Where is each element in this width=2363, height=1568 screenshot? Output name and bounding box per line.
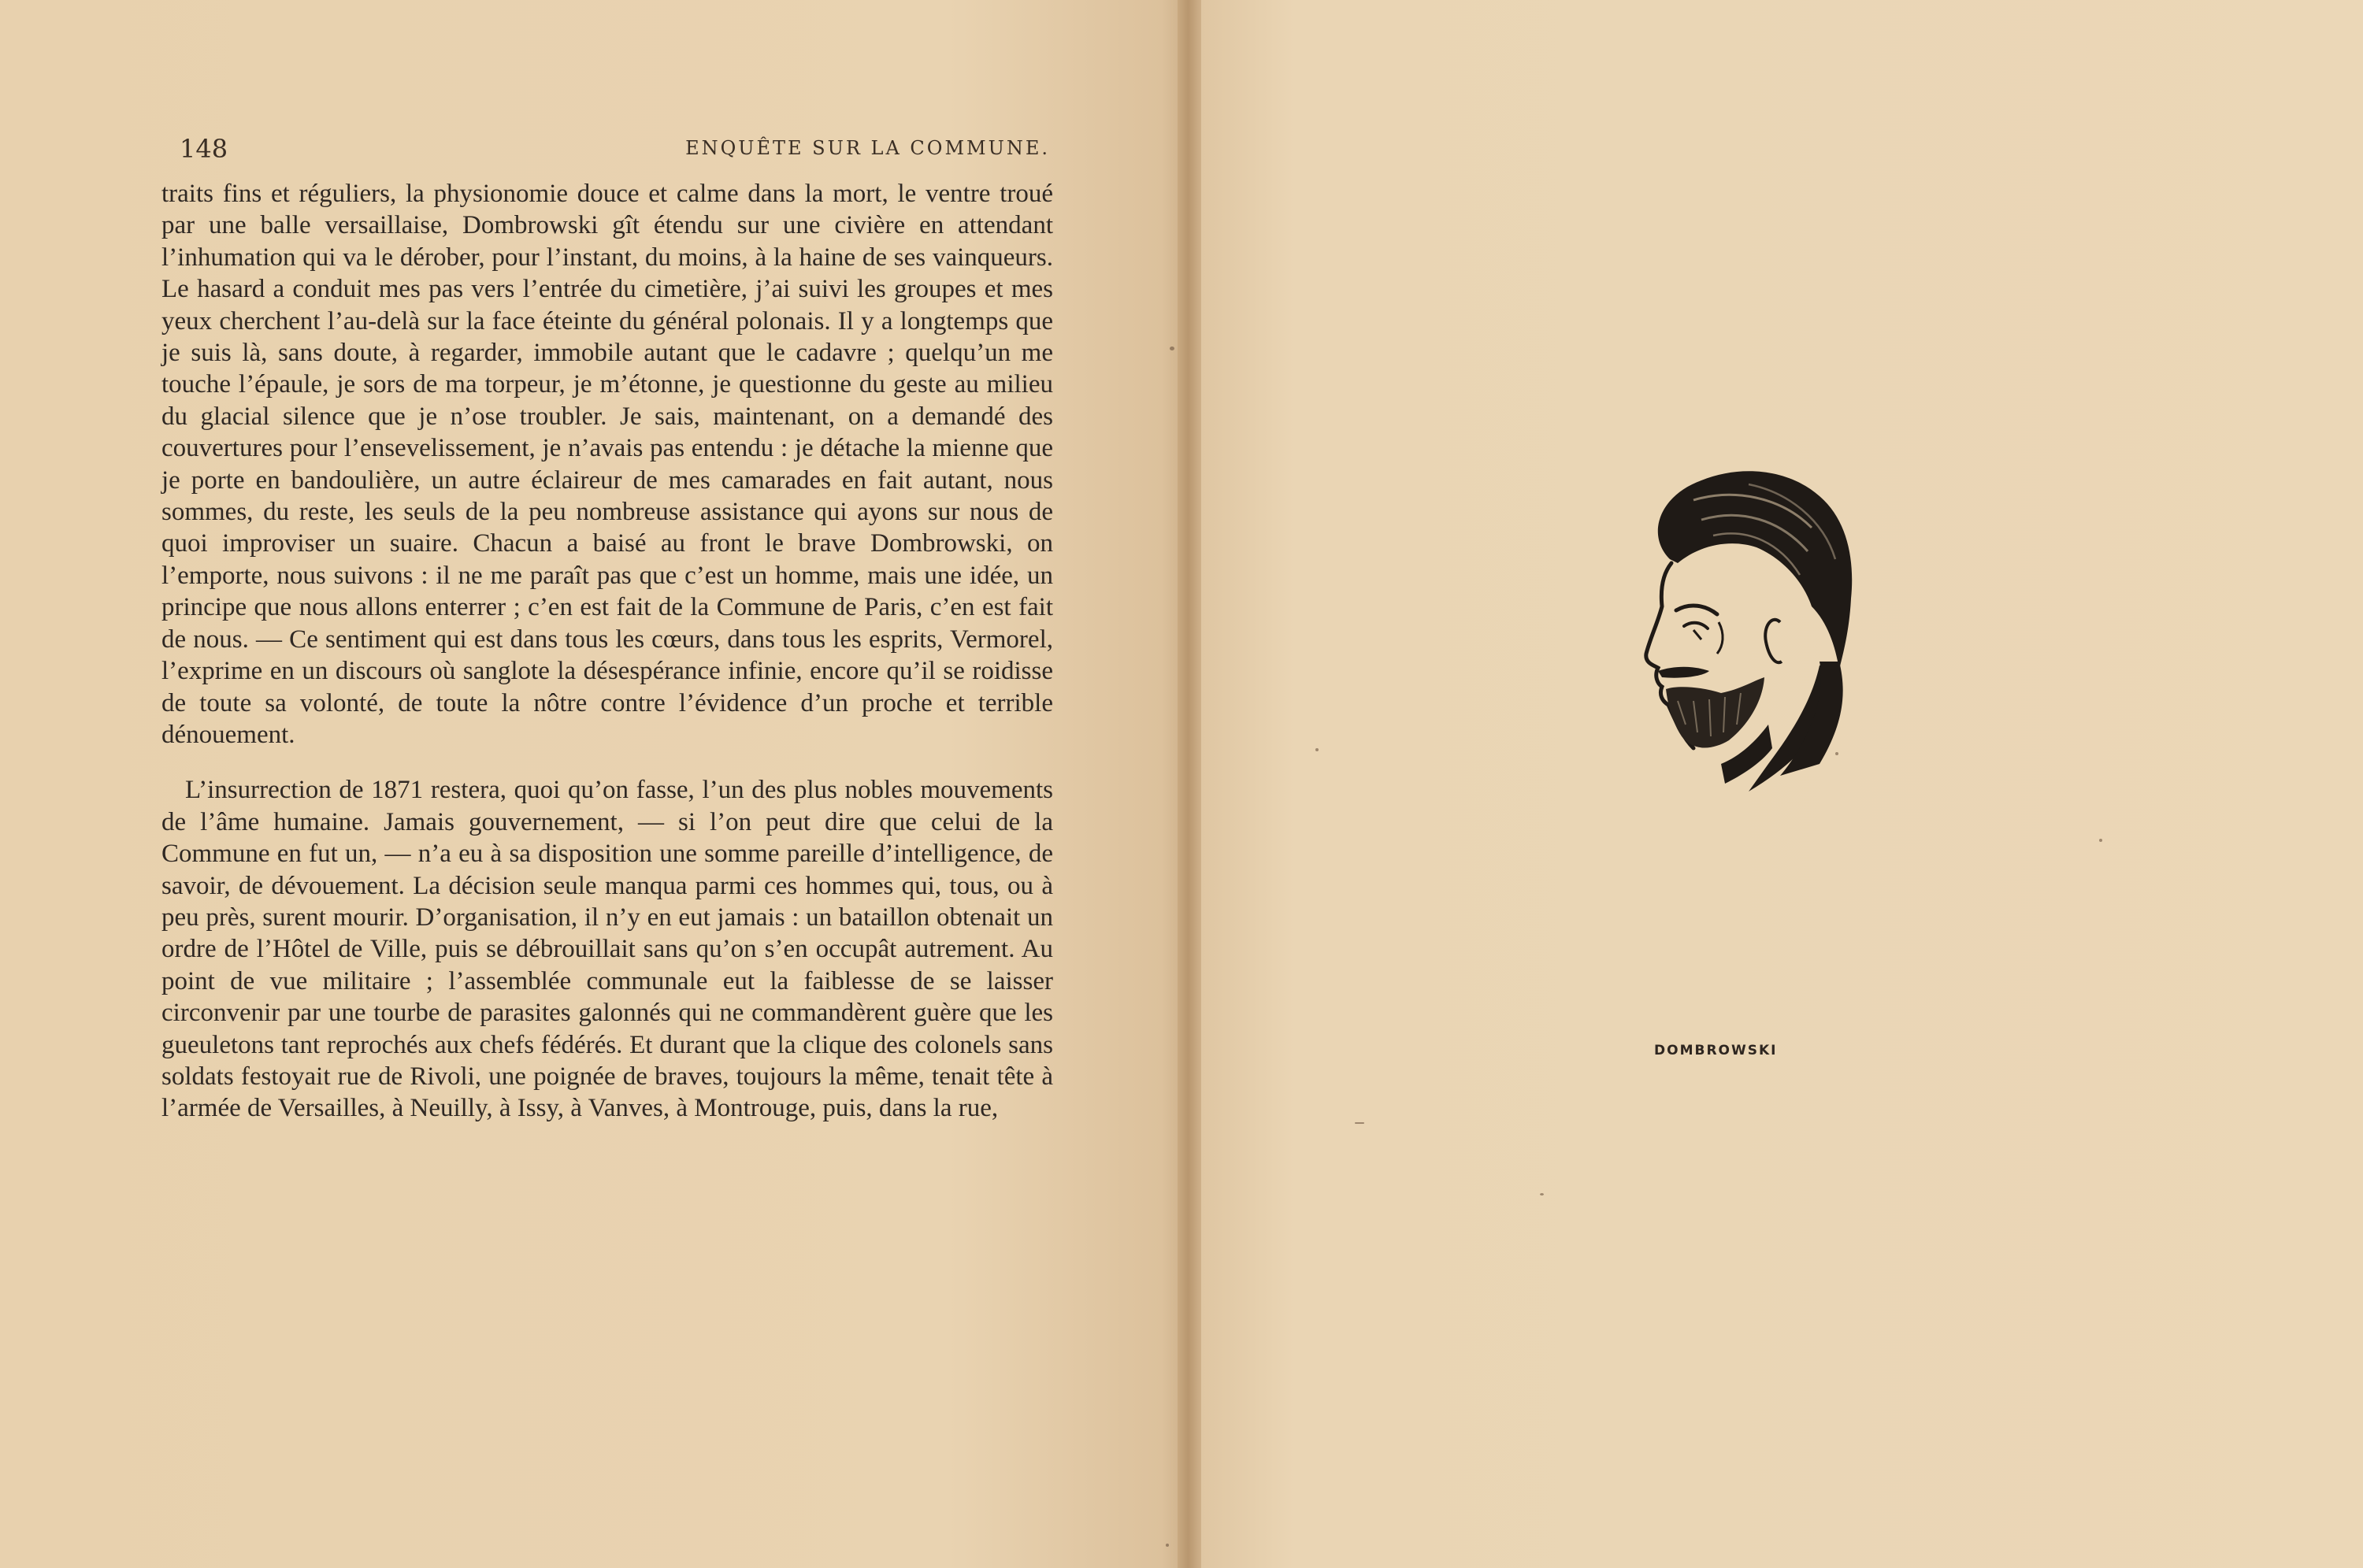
paragraph: traits fins et réguliers, la physionomie douce et calme dans la mort, le ventre troué par une balle versaillaise, Dombrowski gît étendu sur une civière en attendant l’inhumation qui va le dérober, pour l’instant, du moins, à la haine de ses vainqueurs. Le hasard a conduit mes pas vers l’entrée du cimetière, j’ai suivi les groupes et mes yeux cherchent l’au-delà sur la face éteinte du général polonais. Il y a longtemps que je suis là, sans doute, à regarder, immobile autant que le cadavre ; quelqu’un me touche l’épaule, je sors de ma torpeur, je m’étonne, je questionne du geste au milieu du glacial silence que je n’ose troubler. Je sais, maintenant, on a demandé des couvertures pour l’ensevelissement, je n’avais pas entendu : je détache la mienne que je porte en bandoulière, un autre éclaireur de mes camarades en fait autant, nous sommes, du reste, les seuls de la peu nombreuse assistance qui ayons sur nous de quoi improviser un suaire. Chacun a baisé au front le brave Dombrowski, on l’emporte, nous suivons : il ne me paraît pas que c’est un homme, mais une idée, un principe que nous allons enterrer ; c’en est fait de la Commune de Paris, c’en est fait de nous. — Ce sentiment qui est dans tous les cœurs, dans tous les esprits, Vermorel, l’exprime en un discours où sanglote la désespérance infinie, encore qu’il se roidisse de toute sa volonté, de toute la nôtre contre l’évidence d’un proche et terrible dénouement. [161, 180, 1053, 749]
illustration-caption: DOMBROWSKI [1654, 1043, 1778, 1058]
body-text [161, 178, 1053, 1125]
paragraph: L’insurrection de 1871 restera, quoi qu’on fasse, l’un des plus nobles mouvements de l’âme humaine. Jamais gouvernement, — si l’on peut dire que celui de la Commune en fut un, — n’a eu à sa disposition une somme pareille d’intelligence, de savoir, de dévouement. La décision seule manqua parmi ces hommes qui, tous, ou à peu près, surent mourir. D’organisation, il n’y en eut jamais : un bataillon obtenait un ordre de l’Hôtel de Ville, puis se débrouillait sans qu’on s’en occupât autrement. Au point de vue militaire ; l’assemblée communale eut la faiblesse de se laisser circonvenir par une tourbe de parasites galonnés qui ne commandèrent guère que les gueuletons tant reprochés aux chefs fédérés. Et durant que la clique des colonels sans soldats festoyait rue de Rivoli, une poignée de braves, toujours la même, tenait tête à l’armée de Versailles, à Neuilly, à Issy, à Vanves, à Montrouge, puis, dans la rue, [161, 776, 1053, 1123]
portrait-illustration [1583, 465, 1867, 803]
paper-speck [1540, 1193, 1544, 1195]
paper-speck [1835, 752, 1838, 755]
running-head [180, 134, 1050, 173]
paper-speck [1170, 347, 1174, 350]
running-head-title: ENQUÊTE SUR LA COMMUNE. [685, 137, 1050, 159]
paper-speck [1315, 748, 1319, 751]
book-gutter [1178, 0, 1201, 1568]
paper-speck [2099, 839, 2102, 842]
paper-speck [1355, 1122, 1364, 1124]
paper-speck [1166, 1544, 1169, 1547]
page-number: 148 [180, 134, 228, 164]
